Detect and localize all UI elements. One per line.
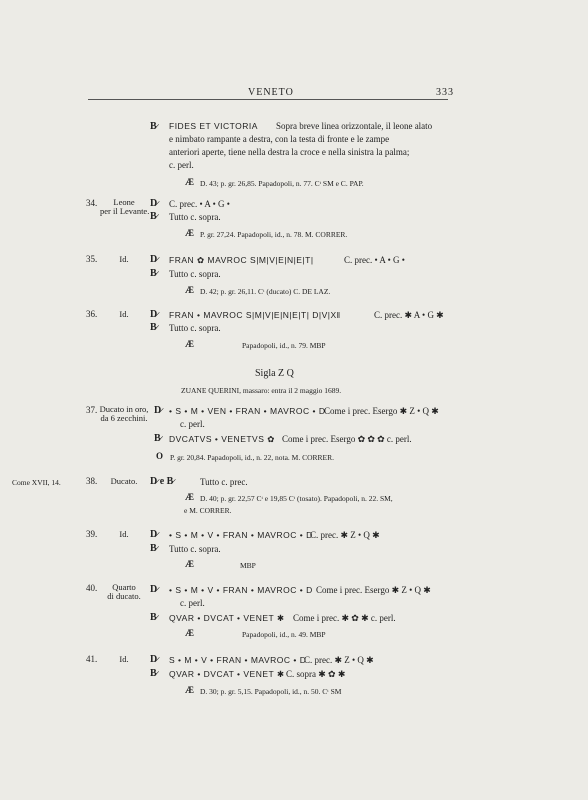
reverse-text: C. sopra ✱ ✿ ✱ <box>286 669 346 679</box>
metal-symbol: Æ <box>185 228 194 238</box>
reverse-text: Come i prec. ✱ ✿ ✱ c. perl. <box>293 613 396 623</box>
description-line: anteriori aperte, tiene nella destra la croce e nella sinistra la palma; <box>169 147 410 157</box>
reverse-symbol: B̷ <box>150 322 157 333</box>
entry-label: Id. <box>119 254 129 264</box>
description-line: e nimbato rampante a destra, con la testa di fronte e le zampe <box>169 134 390 144</box>
reverse-symbol: B̷ <box>150 211 157 222</box>
entry-label: Id. <box>119 309 129 319</box>
reverse-text: Tutto c. sopra. <box>169 212 221 222</box>
obverse-text: C. prec. • A • G • <box>169 199 230 209</box>
obverse-symbol: D̷ <box>150 254 158 265</box>
metal-symbol: Æ <box>185 177 194 187</box>
entry-label: Ducato in oro, da 6 zecchini. <box>99 404 149 423</box>
metal-symbol: Æ <box>185 492 194 502</box>
obverse-legend: • S • M • V • FRAN • MAVROC • D <box>169 585 313 595</box>
reverse-text: Tutto c. sopra. <box>169 544 221 554</box>
reference: MBP <box>240 561 256 570</box>
entry-number: 36. <box>86 309 98 319</box>
metal-symbol: Æ <box>185 285 194 295</box>
entry-label: Ducato. <box>110 476 138 486</box>
reference: P. gr. 27,24. Papadopoli, id., n. 78. M. CORRER. <box>200 230 348 239</box>
reverse-symbol: B̷ <box>150 121 157 132</box>
obverse-text: C. prec. ✱ A • G ✱ <box>374 310 444 320</box>
obverse-text: C. prec. ✱ Z • Q ✱ <box>310 530 380 540</box>
reverse-symbol: B̷ <box>150 543 157 554</box>
entry-number: 34. <box>86 198 98 208</box>
obverse-text: c. perl. <box>180 598 205 608</box>
entry-label: Leone per il Levante. <box>100 197 150 216</box>
running-header: VENETO <box>248 87 294 98</box>
obverse-text: Tutto c. prec. <box>200 477 248 487</box>
reference: P. gr. 20,84. Papadopoli, id., n. 22, nota. M. CORRER. <box>170 453 334 462</box>
section-heading: Sigla Z Q <box>255 368 294 379</box>
reference: Papadopoli, id., n. 79. MBP <box>242 341 326 350</box>
entry-number: 41. <box>86 654 98 664</box>
obverse-legend: • S • M • VEN • FRAN • MAVROC • D <box>169 406 326 416</box>
reverse-symbol: B̷ <box>154 433 161 444</box>
reference: D. 43; p. gr. 26,85. Papadopoli, n. 77. Cᵗ SM e C. PAP. <box>200 179 364 188</box>
obverse-text: Come i prec. Esergo ✱ Z • Q ✱ <box>316 585 431 595</box>
obverse-symbol: D̷ e B̷ <box>150 476 174 487</box>
obverse-text: c. perl. <box>180 419 205 429</box>
obverse-symbol: D̷ <box>150 198 158 209</box>
description-line: Sopra breve linea orizzontale, il leone alato <box>276 121 433 131</box>
description-line: c. perl. <box>169 160 194 170</box>
reverse-legend: FIDES ET VICTORIA <box>169 121 258 131</box>
entry-number: 37. <box>86 405 98 415</box>
page-number: 333 <box>436 87 454 98</box>
metal-symbol: Æ <box>185 685 194 695</box>
obverse-symbol: D̷ <box>150 309 158 320</box>
reference: Papadopoli, id., n. 49. MBP <box>242 630 326 639</box>
reverse-symbol: B̷ <box>150 668 157 679</box>
obverse-symbol: D̷ <box>150 654 158 665</box>
metal-symbol: Æ <box>185 339 194 349</box>
reverse-text: Tutto c. sopra. <box>169 269 221 279</box>
obverse-symbol: D̷ <box>150 529 158 540</box>
header-rule <box>88 99 448 100</box>
reverse-legend: QVAR • DVCAT • VENET ✱ <box>169 613 285 623</box>
entry-number: 38. <box>86 476 98 486</box>
entry-number: 39. <box>86 529 98 539</box>
reverse-symbol: B̷ <box>150 268 157 279</box>
entry-label: Id. <box>119 529 129 539</box>
obverse-text: Come i prec. Esergo ✱ Z • Q ✱ <box>324 406 439 416</box>
reference: e M. CORRER. <box>184 506 232 515</box>
obverse-legend: FRAN ✿ MAVROC S|M|V|E|N|E|T| <box>169 255 314 265</box>
obverse-symbol: D̷ <box>150 584 158 595</box>
reverse-legend: DVCATVS • VENETVS ✿ <box>169 434 275 444</box>
reverse-legend: QVAR • DVCAT • VENET ✱ <box>169 669 285 679</box>
side-note: Come XVII, 14. <box>12 478 61 487</box>
entry-number: 35. <box>86 254 98 264</box>
metal-symbol: Æ <box>185 559 194 569</box>
reverse-symbol: B̷ <box>150 612 157 623</box>
obverse-text: C. prec. ✱ Z • Q ✱ <box>304 655 374 665</box>
section-subheading: ZUANE QUERINI, massaro: entra il 2 maggio 1689. <box>181 386 342 395</box>
obverse-text: C. prec. • A • G • <box>344 255 405 265</box>
obverse-legend: • S • M • V • FRAN • MAVROC • D <box>169 530 313 540</box>
reference: D. 30; p. gr. 5,15. Papadopoli, id., n. 50. Cᵗ SM <box>200 687 342 696</box>
reverse-text: Tutto c. sopra. <box>169 323 221 333</box>
entry-number: 40. <box>86 583 98 593</box>
reference: D. 42; p. gr. 26,11. Cᵗ (ducato) C. DE LAZ. <box>200 287 331 296</box>
obverse-symbol: D̷ <box>154 405 162 416</box>
entry-label: Quarto di ducato. <box>107 582 141 601</box>
reverse-text: Come i prec. Esergo ✿ ✿ ✿ c. perl. <box>282 434 412 444</box>
metal-symbol: Æ <box>185 628 194 638</box>
obverse-legend: FRAN • MAVROC S|M|V|E|N|E|T| D|V|X‖ <box>169 310 341 320</box>
obverse-legend: S • M • V • FRAN • MAVROC • D <box>169 655 307 665</box>
entry-label: Id. <box>119 654 129 664</box>
reference: D. 40; p. gr. 22,57 Cᵗ e 19,85 Cᵗ (tosato). Papadopoli, n. 22. SM, <box>200 494 393 503</box>
metal-symbol: O <box>156 451 164 461</box>
